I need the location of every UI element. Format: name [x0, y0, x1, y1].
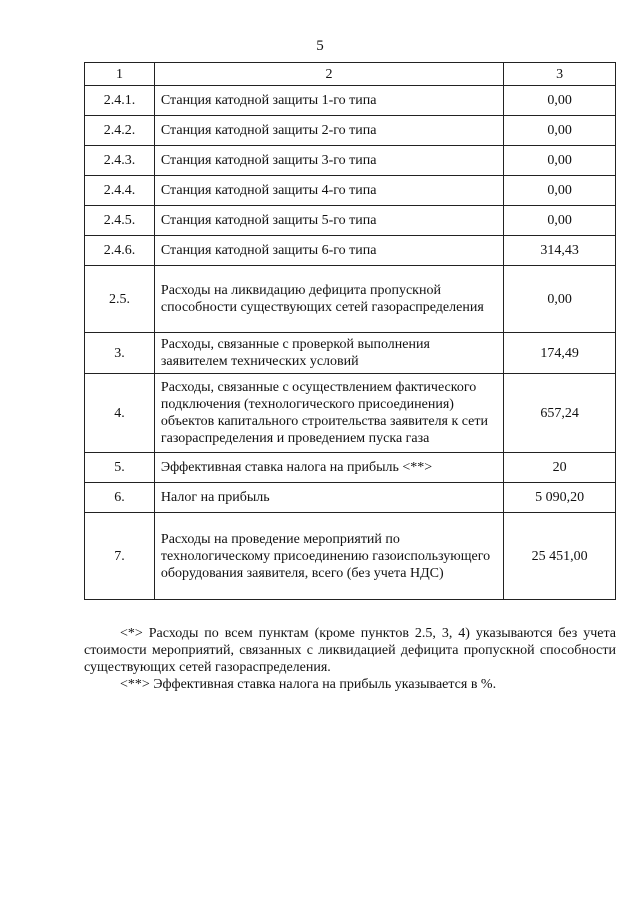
row-description: Эффективная ставка налога на прибыль <**>: [154, 453, 503, 483]
row-number: 2.5.: [85, 266, 155, 333]
row-description: Станция катодной защиты 4-го типа: [154, 176, 503, 206]
page-number: 5: [316, 38, 324, 54]
column-header-3: 3: [504, 63, 616, 86]
table-row: [85, 176, 616, 206]
row-description: Станция катодной защиты 6-го типа: [154, 236, 503, 266]
table-row: [85, 483, 616, 513]
row-value: 25 451,00: [504, 513, 616, 600]
table-row: [85, 513, 616, 600]
row-number: 7.: [85, 513, 155, 600]
table-row: [85, 236, 616, 266]
row-description: Станция катодной защиты 2-го типа: [154, 116, 503, 146]
table-row: [85, 266, 616, 333]
table-row: [85, 206, 616, 236]
row-number: 3.: [85, 333, 155, 374]
row-number: 4.: [85, 374, 155, 453]
footnotes: [84, 625, 616, 693]
footnote-2: <**> Эффективная ставка налога на прибыль указывается в %.: [120, 677, 497, 692]
row-description: Расходы на ликвидацию дефицита пропускной способности существующих сетей газораспределения: [154, 266, 503, 333]
row-number: 2.4.5.: [85, 206, 155, 236]
row-value: 0,00: [504, 206, 616, 236]
row-number: 2.4.1.: [85, 86, 155, 116]
table-row: [85, 146, 616, 176]
row-value: 0,00: [504, 146, 616, 176]
table-row: [85, 453, 616, 483]
row-value: 0,00: [504, 116, 616, 146]
row-number: 2.4.6.: [85, 236, 155, 266]
row-description: Расходы на проведение мероприятий по технологическому присоединению газоиспользующего оборудования заявителя, всего (без учета НДС): [154, 513, 503, 600]
row-value: 314,43: [504, 236, 616, 266]
column-header-1: 1: [85, 63, 155, 86]
table-header-row: [85, 63, 616, 86]
column-header-2: 2: [154, 63, 503, 86]
table-row: [85, 333, 616, 374]
row-description: Станция катодной защиты 5-го типа: [154, 206, 503, 236]
row-value: 0,00: [504, 86, 616, 116]
row-number: 6.: [85, 483, 155, 513]
table-row: [85, 116, 616, 146]
row-number: 2.4.3.: [85, 146, 155, 176]
row-value: 174,49: [504, 333, 616, 374]
row-value: 0,00: [504, 176, 616, 206]
row-value: 20: [504, 453, 616, 483]
table-row: [85, 374, 616, 453]
row-value: 5 090,20: [504, 483, 616, 513]
row-description: Станция катодной защиты 3-го типа: [154, 146, 503, 176]
footnote-1: <*> Расходы по всем пунктам (кроме пунктов 2.5, 3, 4) указываются без учета стоимости мероприятий, связанных с ликвидацией дефицита пропускной способности существующих сетей газораспределения.: [84, 626, 616, 675]
row-description: Станция катодной защиты 1-го типа: [154, 86, 503, 116]
row-value: 657,24: [504, 374, 616, 453]
row-description: Налог на прибыль: [154, 483, 503, 513]
table-row: [85, 86, 616, 116]
row-number: 2.4.2.: [85, 116, 155, 146]
row-value: 0,00: [504, 266, 616, 333]
row-description: Расходы, связанные с осуществлением фактического подключения (технологического присоединения) объектов капитального строительства заявителя к сети газораспределения и проведением пуска газа: [154, 374, 503, 453]
row-number: 2.4.4.: [85, 176, 155, 206]
row-description: Расходы, связанные с проверкой выполнения заявителем технических условий: [154, 333, 503, 374]
cost-table: [84, 62, 616, 600]
row-number: 5.: [85, 453, 155, 483]
